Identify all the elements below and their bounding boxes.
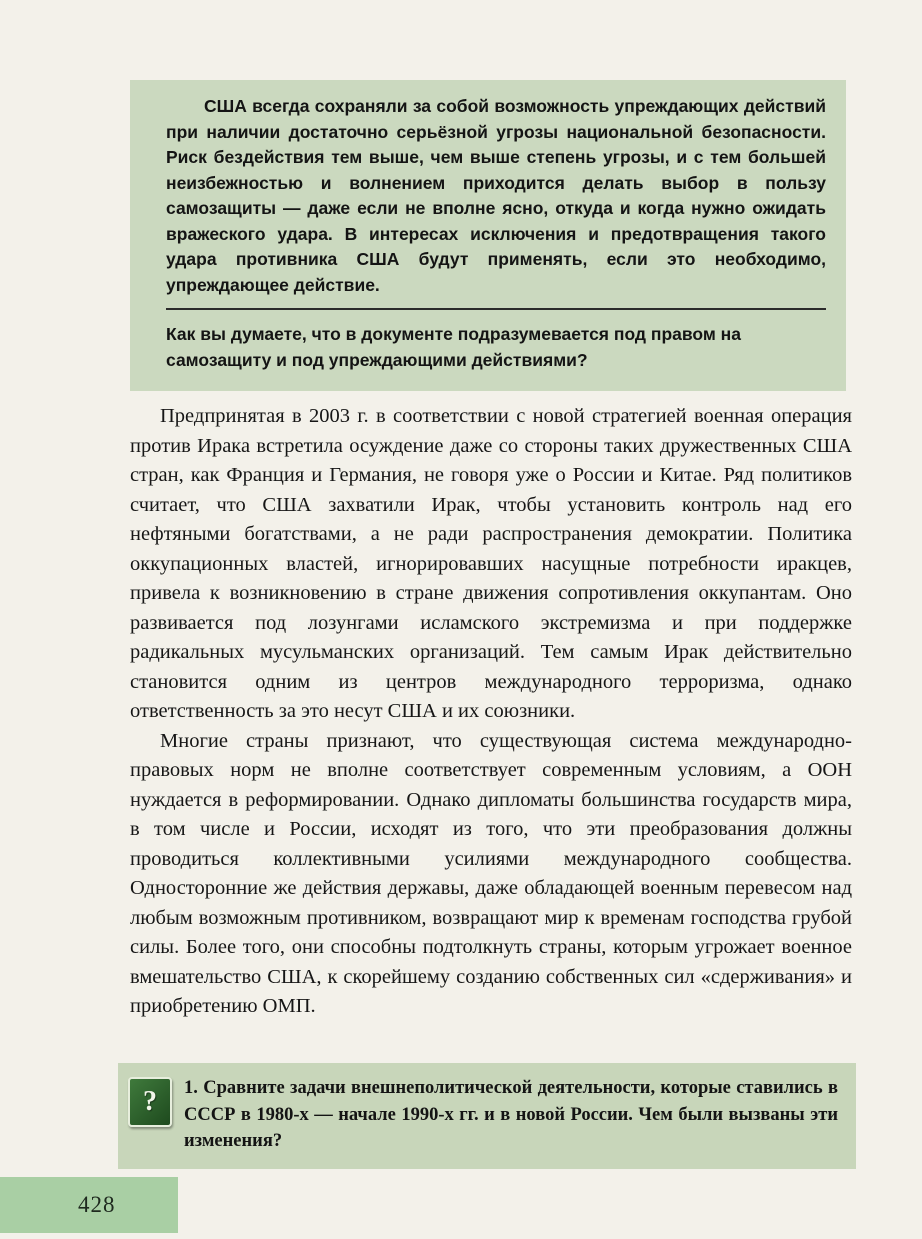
page-number: 428 — [78, 1192, 116, 1217]
question-box — [118, 1063, 856, 1169]
divider — [166, 308, 826, 310]
document-quote-text: США всегда сохраняли за собой возможность упреждающих действий при наличии достаточно серьёзной угрозы национальной безопасности. Риск бездействия тем выше, чем выше степень угрозы, и с тем большей неизбежностью и волнением приходится делать выбор в пользу самозащиты — даже если не вполне ясно, откуда и когда нужно ожидать вражеского удара. В интересах исключения и предотвращения такого удара противника США будут применять, если это необходимо, упреждающее действие. — [166, 96, 826, 295]
exercise-question-text: 1. Сравните задачи внешнеполитической деятельности, которые ставились в СССР в 1980-х — начале 1990-х гг. и в новой России. Чем были вызваны эти изменения? — [184, 1078, 838, 1151]
body-paragraph-1: Предпринятая в 2003 г. в соответствии с новой стратегией военная операция против Ирака встретила осуждение даже со стороны таких дружественных США стран, как Франция и Германия, не говоря уже о России и Китае. Ряд политиков считает, что США захватили Ирак, чтобы установить контроль над его нефтяными богатствами, а не ради распространения демократии. Политика оккупационных властей, игнорировавших насущные потребности иракцев, привела к возникновению в стране движения сопротивления оккупантам. Оно развивается под лозунгами исламского экстремизма и при поддержке радикальных мусульманских организаций. Тем самым Ирак действительно становится одним из центров международного терроризма, однако ответственность за это несут США и их союзники. — [130, 405, 852, 722]
main-text — [130, 402, 852, 1022]
question-book-icon — [128, 1077, 172, 1127]
body-paragraph-2: Многие страны признают, что существующая система международно-правовых норм не вполне соответствует современным условиям, а ООН нуждается в реформировании. Однако дипломаты большинства государств мира, в том числе и России, исходят из того, что эти преобразования должны проводиться коллективными усилиями международного сообщества. Односторонние же действия державы, даже обладающей военным перевесом над любым возможным противником, возвращают мир к временам господства грубой силы. Более того, они способны подтолкнуть страны, которым угрожает военное вмешательство США, к скорейшему созданию собственных сил «сдерживания» и приобретению ОМП. — [130, 729, 852, 1017]
document-excerpt-box — [130, 80, 846, 391]
page-number-tab — [0, 1177, 178, 1233]
question-icon-glyph: ? — [143, 1086, 157, 1117]
document-question-text: Как вы думаете, что в документе подразумевается под правом на самозащиту и под упреждающими действиями? — [166, 324, 741, 370]
